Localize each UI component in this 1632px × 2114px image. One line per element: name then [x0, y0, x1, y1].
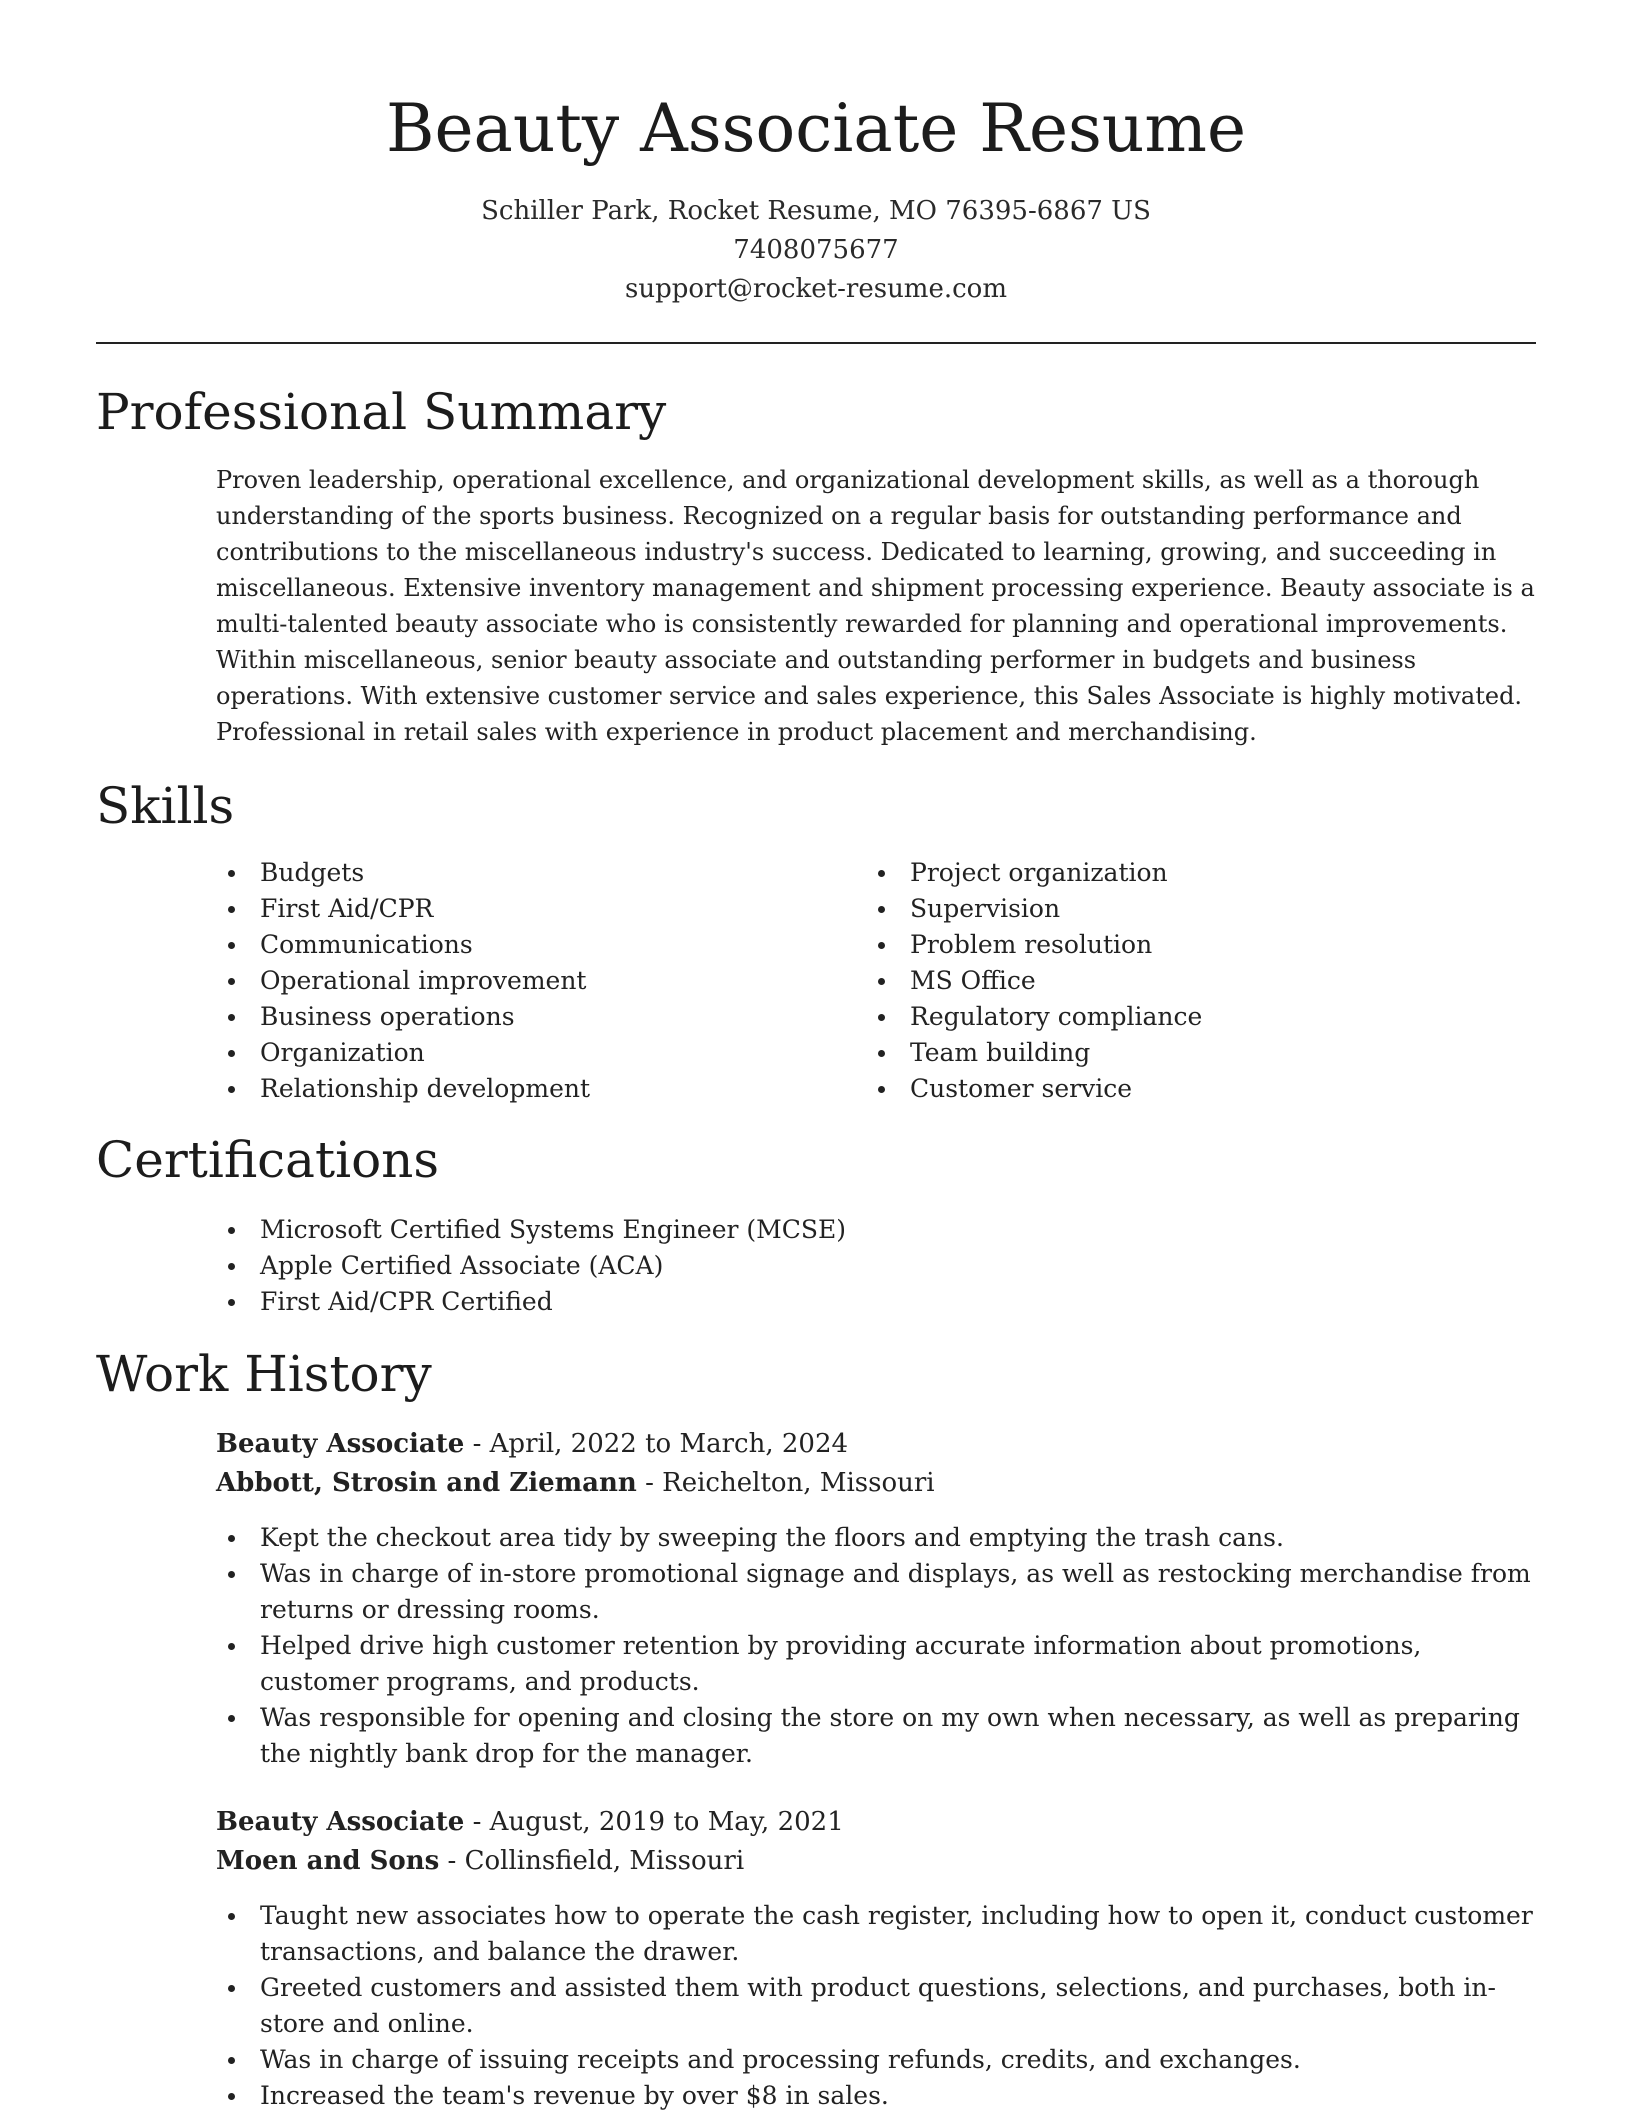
- summary-heading: Professional Summary: [96, 383, 667, 441]
- certification-item: First Aid/CPR Certified: [216, 1284, 1536, 1320]
- job-bullet: Increased the team's revenue by over $8 in sales.: [216, 2078, 1536, 2114]
- job-location: - Reichelton, Missouri: [636, 1468, 935, 1498]
- contact-email: support@rocket-resume.com: [624, 274, 1007, 304]
- contact-phone: 7408075677: [733, 235, 899, 265]
- skill-item: MS Office: [866, 963, 1466, 999]
- skill-item: Communications: [216, 927, 816, 963]
- job-company-line: [216, 1464, 935, 1502]
- job-dates: - August, 2019 to May, 2021: [464, 1807, 844, 1837]
- job-bullet: Kept the checkout area tidy by sweeping the floors and emptying the trash cans.: [216, 1520, 1536, 1556]
- skill-item: Operational improvement: [216, 963, 816, 999]
- resume-title: Beauty Associate Resume: [385, 90, 1247, 167]
- job-company: Moen and Sons: [216, 1846, 440, 1876]
- job-role: Beauty Associate: [216, 1429, 465, 1459]
- job-company-line: [216, 1842, 744, 1880]
- job-title-line: [216, 1425, 848, 1463]
- skill-item: Regulatory compliance: [866, 999, 1466, 1035]
- skill-item: Supervision: [866, 891, 1466, 927]
- certifications-list: [216, 1212, 1536, 1320]
- job-location: - Collinsfield, Missouri: [439, 1846, 745, 1876]
- job-bullet: Taught new associates how to operate the cash register, including how to open it, conduct customer transactions, and balance the drawer.: [216, 1898, 1536, 1970]
- skill-item: Budgets: [216, 855, 816, 891]
- contact-address: Schiller Park, Rocket Resume, MO 76395-6867 US: [481, 196, 1151, 226]
- job-bullet: Was in charge of in-store promotional signage and displays, as well as restocking merchandise from returns or dressing rooms.: [216, 1556, 1536, 1628]
- header-divider: [96, 342, 1536, 344]
- skill-item: Problem resolution: [866, 927, 1466, 963]
- job-bullet: Greeted customers and assisted them with product questions, selections, and purchases, both in-store and online.: [216, 1970, 1536, 2042]
- certifications-heading: Certifications: [96, 1131, 440, 1189]
- certification-item: Apple Certified Associate (ACA): [216, 1248, 1536, 1284]
- job-role: Beauty Associate: [216, 1807, 465, 1837]
- skill-item: First Aid/CPR: [216, 891, 816, 927]
- contact-block: [0, 192, 1632, 309]
- job-title-line: [216, 1803, 844, 1841]
- skills-list-right: [866, 855, 1466, 1107]
- skill-item: Customer service: [866, 1071, 1466, 1107]
- skill-item: Relationship development: [216, 1071, 816, 1107]
- skill-item: Organization: [216, 1035, 816, 1071]
- work-history-heading: Work History: [96, 1345, 432, 1403]
- skill-item: Business operations: [216, 999, 816, 1035]
- job-bullet: Was responsible for opening and closing the store on my own when necessary, as well as preparing the nightly bank drop for the manager.: [216, 1700, 1536, 1772]
- skills-heading: Skills: [96, 777, 235, 835]
- job-dates: - April, 2022 to March, 2024: [464, 1429, 849, 1459]
- certification-item: Microsoft Certified Systems Engineer (MCSE): [216, 1212, 1536, 1248]
- job-bullets: [216, 1520, 1536, 1772]
- job-bullets: [216, 1898, 1536, 2114]
- summary-text: Proven leadership, operational excellence, and organizational development skills, as well as a thorough understanding of the sports business. Recognized on a regular basis for outstanding performance and contributions to the miscellaneous industry's success. Dedicated to learning, growing, and succeeding in miscellaneous. Extensive inventory management and shipment processing experience. Beauty associate is a multi-talented beauty associate who is consistently rewarded for planning and operational improvements. Within miscellaneous, senior beauty associate and outstanding performer in budgets and business operations. With extensive customer service and sales experience, this Sales Associate is highly motivated. Professional in retail sales with experience in product placement and merchandising.: [216, 466, 1535, 746]
- job-bullet: Helped drive high customer retention by providing accurate information about promotions, customer programs, and products.: [216, 1628, 1536, 1700]
- skill-item: Team building: [866, 1035, 1466, 1071]
- skill-item: Project organization: [866, 855, 1466, 891]
- skills-list-left: [216, 855, 816, 1107]
- job-bullet: Was in charge of issuing receipts and processing refunds, credits, and exchanges.: [216, 2042, 1536, 2078]
- job-company: Abbott, Strosin and Ziemann: [216, 1468, 637, 1498]
